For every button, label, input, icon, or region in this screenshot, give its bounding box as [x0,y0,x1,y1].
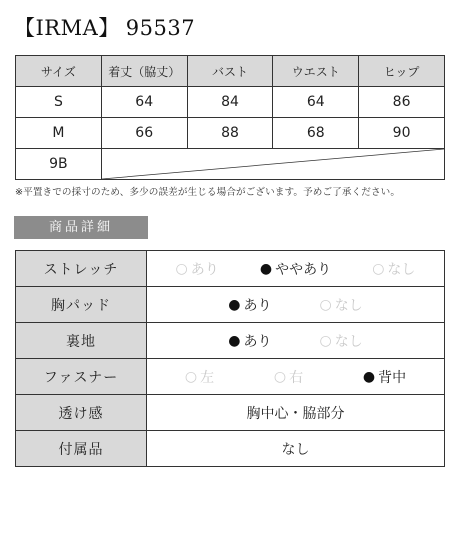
header-size: サイズ [16,56,102,87]
table-row [16,87,445,118]
detail-label: ファスナー [16,359,147,395]
filled-circle-icon: ● [362,368,376,385]
option-text: 右 [289,369,304,386]
detail-row-sheer [16,395,445,431]
option-text: 左 [200,369,215,386]
product-code: 95537 [125,16,196,40]
bust-value: 84 [187,87,273,118]
detail-label: 胸パッド [16,287,147,323]
option-text: あり [190,261,219,278]
detail-value: なし [147,431,445,467]
size-label: M [16,118,102,149]
option-text: ややあり [275,261,332,278]
bust-value: 88 [187,118,273,149]
detail-label: 付属品 [16,431,147,467]
diagonal-line [102,149,444,179]
table-row [16,118,445,149]
detail-row-pad [16,287,445,323]
detail-value: 胸中心・脇部分 [147,395,445,431]
empty-circle-icon: ○ [372,260,385,277]
detail-options [147,359,445,395]
option-text: あり [243,333,272,350]
header-bust: バスト [187,56,273,87]
option-item-selected [228,331,271,351]
filled-circle-icon: ● [228,296,241,313]
detail-row-lining [16,323,445,359]
option-text: なし [334,297,363,314]
option-text: 背中 [378,369,407,386]
header-hip: ヒップ [359,56,445,87]
empty-circle-icon: ○ [273,368,287,385]
size-table [15,55,445,180]
section-title: 商品詳細 [14,216,148,239]
empty-circle-icon: ○ [175,260,188,277]
product-title [14,12,195,42]
option-text: あり [243,297,272,314]
empty-circle-icon: ○ [319,332,332,349]
detail-label: ストレッチ [16,251,147,287]
waist-value: 68 [273,118,359,149]
detail-row-stretch [16,251,445,287]
detail-options [147,323,445,359]
size-label: S [16,87,102,118]
detail-label: 透け感 [16,395,147,431]
option-item-selected [260,259,331,279]
detail-table [15,250,445,467]
empty-circle-icon: ○ [184,368,198,385]
detail-options [147,287,445,323]
header-length: 着丈（脇丈） [101,56,187,87]
option-item-selected [228,295,271,315]
waist-value: 64 [273,87,359,118]
hip-value: 90 [359,118,445,149]
header-waist: ウエスト [273,56,359,87]
option-item [274,367,303,387]
hip-value: 86 [359,87,445,118]
empty-circle-icon: ○ [319,296,332,313]
option-item-selected [363,367,406,387]
length-value: 64 [101,87,187,118]
detail-label: 裏地 [16,323,147,359]
option-item [320,331,363,351]
option-item [320,295,363,315]
size-label: 9B [16,149,102,180]
option-item [185,367,214,387]
filled-circle-icon: ● [228,332,241,349]
table-row [16,149,445,180]
detail-row-accessories [16,431,445,467]
brand-name: 【IRMA】 [14,16,120,40]
option-text: なし [334,333,363,350]
measurement-note: ※平置きでの採寸のため、多少の誤差が生じる場合がございます。予めご了承ください。 [15,187,401,198]
length-value: 66 [101,118,187,149]
size-table-header [16,56,445,87]
detail-options [147,251,445,287]
detail-row-fastener [16,359,445,395]
unavailable-cell [101,149,444,180]
option-item [372,259,415,279]
option-text: なし [387,261,416,278]
option-item [176,259,219,279]
filled-circle-icon: ● [259,260,273,277]
